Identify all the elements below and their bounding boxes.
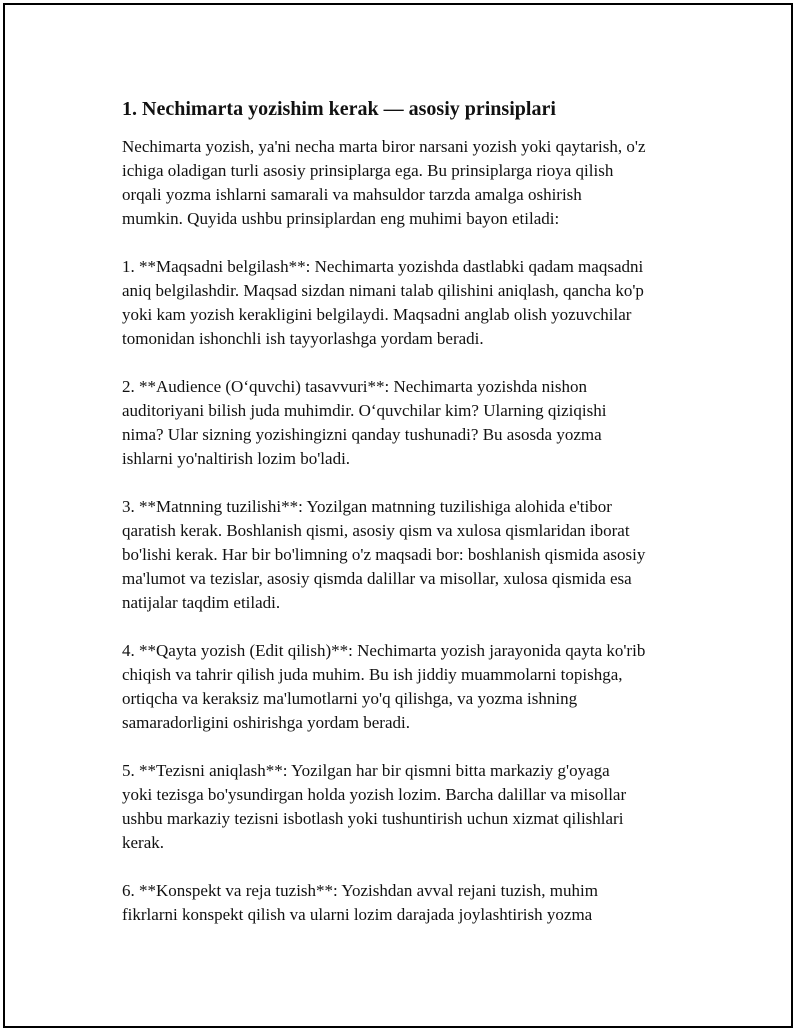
document-body	[122, 95, 702, 951]
document-page	[3, 3, 793, 1028]
intro-paragraph: Nechimarta yozish, ya'ni necha marta biror narsani yozish yoki qaytarish, o'z ichiga oladigan turli asosiy prinsiplarga ega. Bu prinsiplarga rioya qilish orqali yozma ishlarni samarali va mahsuldor tarzda amalga oshirish mumkin. Quyida ushbu prinsiplardan eng muhimi bayon etiladi:	[122, 137, 646, 228]
principle-paragraph-2: 2. **Audience (O‘quvchi) tasavvuri**: Nechimarta yozishda nishon auditoriyani bilish juda muhimdir. O‘quvchilar kim? Ularning qiziqishi nima? Ular sizning yozishingizni qanday tushunadi? Bu asosda yozma ishlarni yo'naltirish lozim bo'ladi.	[122, 377, 607, 468]
principle-paragraph-5: 5. **Tezisni aniqlash**: Yozilgan har bir qismni bitta markaziy g'oyaga yoki tezisga bo'ysundirgan holda yozish lozim. Barcha dalillar va misollar ushbu markaziy tezisni isbotlash yoki tushuntirish uchun xizmat qilishlari kerak.	[122, 761, 627, 852]
section-heading: 1. Nechimarta yozishim kerak — asosiy prinsiplari	[122, 98, 556, 120]
principle-paragraph-1: 1. **Maqsadni belgilash**: Nechimarta yozishda dastlabki qadam maqsadni aniq belgilashdir. Maqsad sizdan nimani talab qilishini aniqlash, qancha ko'p yoki kam yozish kerakligini belgilaydi. Maqsadni anglab olish yozuvchilar tomonidan ishonchli ish tayyorlashga yordam beradi.	[122, 257, 644, 348]
principle-paragraph-3: 3. **Matnning tuzilishi**: Yozilgan matnning tuzilishiga alohida e'tibor qaratish kerak. Boshlanish qismi, asosiy qism va xulosa qismlaridan iborat bo'lishi kerak. Har bir bo'limning o'z maqsadi bor: boshlanish qismida asosiy ma'lumot va tezislar, asosiy qismda dalillar va misollar, xulosa qismida esa natijalar taqdim etiladi.	[122, 497, 646, 612]
principle-paragraph-4: 4. **Qayta yozish (Edit qilish)**: Nechimarta yozish jarayonida qayta ko'rib chiqish va tahrir qilish juda muhim. Bu ish jiddiy muammolarni topishga, ortiqcha va keraksiz ma'lumotlarni yo'q qilishga, va yozma ishning samaradorligini oshirishga yordam beradi.	[122, 641, 646, 732]
principle-paragraph-6: 6. **Konspekt va reja tuzish**: Yozishdan avval rejani tuzish, muhim fikrlarni konspekt qilish va ularni lozim darajada joylashtirish yozma	[122, 881, 598, 924]
